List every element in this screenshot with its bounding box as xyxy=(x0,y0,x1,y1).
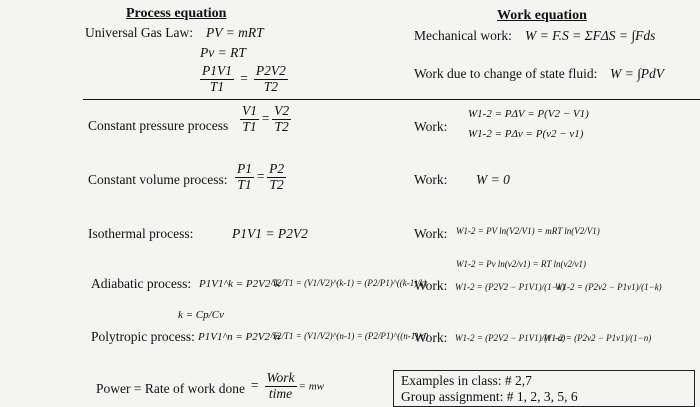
polytropic-equation: P1V1^n = P2V2^n xyxy=(198,331,281,343)
gas-law-equation: PV = mRT xyxy=(206,25,264,40)
const-pressure-label: Constant pressure process xyxy=(88,118,229,133)
polytropic-ratio: T2/T1 = (V1/V2)^(n-1) = (P2/P1)^((n-1)/n) xyxy=(272,331,429,341)
work-label-polytropic: Work: xyxy=(414,330,448,345)
const-pressure-work-1: W1-2 = PΔV = P(V2 − V1) xyxy=(468,108,589,120)
adiabatic-equation: P1V1^k = P2V2^k xyxy=(199,278,280,290)
combined-gas-ratio: $\frac{P1V1}{T1}$ = $\frac{P2V2}{T2}$ xyxy=(202,63,286,94)
const-pressure-equation: $\frac{V1}{T1}$ = $\frac{V2}{T2}$ xyxy=(242,103,290,134)
power-rhs: = mw xyxy=(298,380,324,393)
work-label-cv: Work: xyxy=(414,172,448,187)
process-equation-header: Process equation xyxy=(126,6,227,21)
mechanical-work-label: Mechanical work: xyxy=(414,28,512,43)
ratio-rhs-den: T2 xyxy=(263,78,278,94)
k-definition: k = Cp/Cv xyxy=(178,309,224,321)
adiabatic-ratio: T2/T1 = (V1/V2)^(k-1) = (P2/P1)^((k-1)/k) xyxy=(272,278,427,288)
fluid-work-label: Work due to change of state fluid: xyxy=(414,66,598,81)
const-volume-label: Constant volume process: xyxy=(88,172,228,187)
work-equation-header: Work equation xyxy=(497,8,587,23)
cv-a-num: P1 xyxy=(237,161,252,176)
isothermal-work-1: W1-2 = PV ln(V2/V1) = mRT ln(V2/V1) xyxy=(456,226,600,236)
polytropic-work-1: W1-2 = (P2V2 − P1V1)/(1−n) xyxy=(455,333,566,343)
examples-box xyxy=(393,370,695,407)
power-equation: = $\frac{\text{Work}}{\text{time}}$ = mw xyxy=(250,370,324,401)
fluid-work-equation: W = ∫PdV xyxy=(610,66,665,81)
polytropic-label: Polytropic process: xyxy=(91,329,195,344)
work-label-cp: Work: xyxy=(414,119,448,134)
polytropic-work-2: W1-2 = (P2v2 − P1v1)/(1−n) xyxy=(544,333,652,343)
work-label-adiabatic: Work: xyxy=(414,278,448,293)
cp-a-den: T1 xyxy=(242,118,257,134)
const-volume-work: W = 0 xyxy=(476,172,510,187)
work-label-iso: Work: xyxy=(414,226,448,241)
cv-b-den: T2 xyxy=(269,176,284,192)
cp-b-den: T2 xyxy=(274,118,289,134)
const-pressure-work-2: W1-2 = PΔv = P(v2 − v1) xyxy=(468,128,584,140)
cp-a-num: V1 xyxy=(242,103,257,118)
isothermal-label: Isothermal process: xyxy=(88,226,194,241)
adiabatic-work-2: W1-2 = (P2v2 − P1v1)/(1−k) xyxy=(555,282,662,292)
adiabatic-work-1: W1-2 = (P2V2 − P1V1)/(1−k) xyxy=(455,282,565,292)
adiabatic-label: Adiabatic process: xyxy=(91,276,192,291)
mechanical-work-equation: W = F.S = ΣFΔS = ∫Fds xyxy=(525,28,656,43)
gas-law-label: Universal Gas Law: xyxy=(85,25,193,40)
const-volume-equation: $\frac{P1}{T1}$ = $\frac{P2}{T2}$ xyxy=(237,161,285,192)
examples-in-class: Examples in class: # 2,7 xyxy=(401,373,532,388)
isothermal-equation: P1V1 = P2V2 xyxy=(232,226,308,241)
power-num: Work xyxy=(266,370,295,385)
group-assignment: Group assignment: # 1, 2, 3, 5, 6 xyxy=(401,389,578,404)
isothermal-work-2: W1-2 = Pv ln(v2/v1) = RT ln(v2/v1) xyxy=(456,259,586,269)
cv-b-num: P2 xyxy=(269,161,285,176)
power-den: time xyxy=(268,385,293,401)
ratio-lhs-den: T1 xyxy=(209,78,225,94)
section-divider xyxy=(83,99,700,100)
cp-b-num: V2 xyxy=(274,103,290,118)
cv-a-den: T1 xyxy=(237,176,252,192)
specific-gas-law-equation: Pv = RT xyxy=(200,45,246,60)
ratio-lhs-num: P1V1 xyxy=(202,63,232,78)
ratio-rhs-num: P2V2 xyxy=(255,63,286,78)
power-label: Power = Rate of work done xyxy=(96,381,245,396)
